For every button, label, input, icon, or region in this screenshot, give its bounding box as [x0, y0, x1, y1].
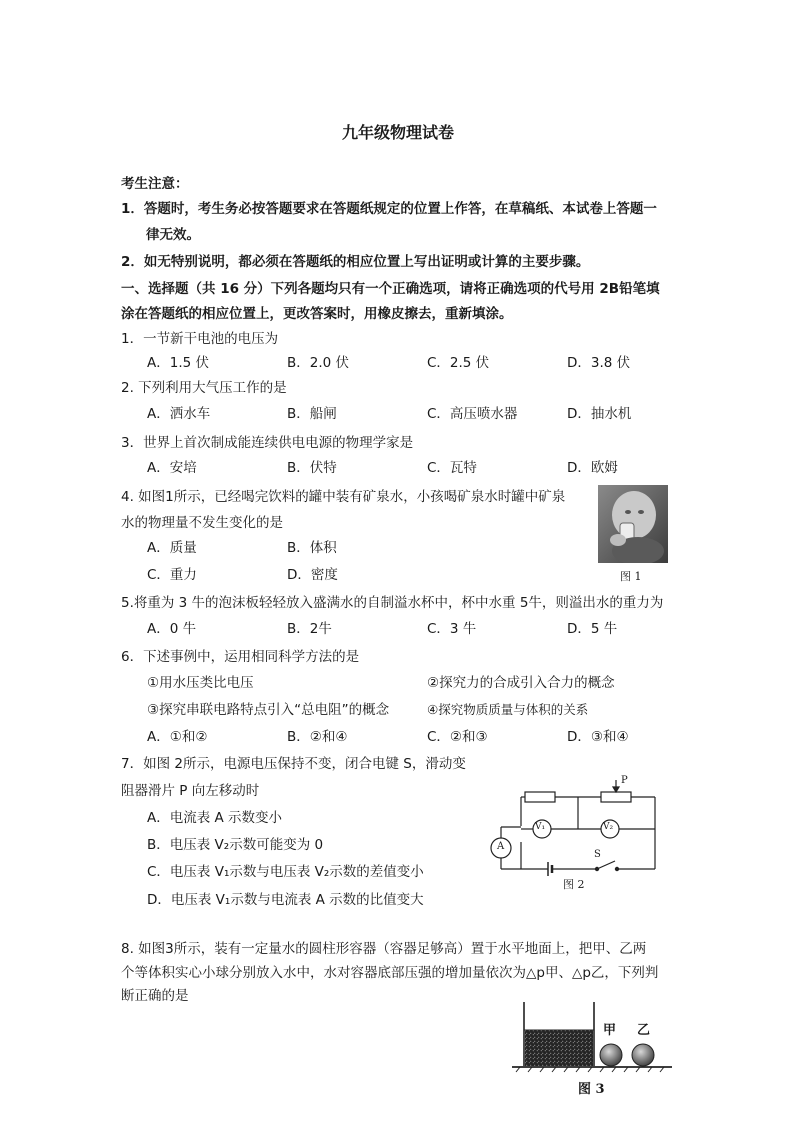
- figure-1-photo: [598, 485, 668, 563]
- figure-3-label-yi: 乙: [637, 1023, 651, 1038]
- question-2-stem: 2. 下列利用大气压工作的是: [121, 380, 287, 396]
- question-2-option-c: C．高压喷水器: [427, 406, 518, 422]
- question-3-stem: 3．世界上首次制成能连续供电电源的物理学家是: [121, 435, 414, 451]
- question-6-option-c: C．②和③: [427, 729, 488, 745]
- question-6-item-3: ③探究串联电路特点引入“总电阻”的概念: [147, 702, 390, 718]
- question-1-option-b: B．2.0 伏: [287, 355, 350, 371]
- figure-2-label-a: A: [497, 841, 505, 852]
- section-heading: 一、选择题（共 16 分）下列各题均只有一个正确选项，请将正确选项的代号用 2B铅笔填: [121, 281, 660, 297]
- figure-2-label-s: S: [594, 849, 601, 860]
- question-5-option-d: D．5 牛: [567, 621, 618, 637]
- figure-3-container: [512, 1000, 672, 1100]
- question-4-stem: 4. 如图1所示，已经喝完饮料的罐中装有矿泉水，小孩喝矿泉水时罐中矿泉: [121, 489, 566, 505]
- figure-2-label-p: P: [621, 775, 628, 786]
- question-5-option-c: C．3 牛: [427, 621, 477, 637]
- question-6-stem: 6．下述事例中，运用相同科学方法的是: [121, 649, 360, 665]
- figure-2-circuit: [485, 775, 665, 895]
- question-6-item-1: ①用水压类比电压: [147, 675, 254, 691]
- question-3-option-c: C．瓦特: [427, 460, 477, 476]
- figure-2-label-v1: V₁: [535, 822, 546, 832]
- question-6-item-4: ④探究物质质量与体积的关系: [427, 702, 589, 717]
- question-7-stem-cont: 阻器滑片 P 向左移动时: [121, 783, 260, 799]
- question-5-option-b: B．2牛: [287, 621, 332, 637]
- question-2-option-a: A．洒水车: [147, 406, 211, 422]
- question-3-option-b: B．伏特: [287, 460, 337, 476]
- section-heading-cont: 涂在答题纸的相应位置上，更改答案时，用橡皮擦去，重新填涂。: [121, 306, 513, 322]
- question-1-option-c: C．2.5 伏: [427, 355, 490, 371]
- question-3-option-a: A．安培: [147, 460, 197, 476]
- question-5-option-a: A．0 牛: [147, 621, 197, 637]
- question-6-option-d: D．③和④: [567, 729, 629, 745]
- question-8-stem: 8. 如图3所示，装有一定量水的圆柱形容器（容器足够高）置于水平地面上，把甲、乙两: [121, 941, 647, 957]
- question-4-option-a: A．质量: [147, 540, 197, 556]
- question-4-option-c: C．重力: [147, 567, 197, 583]
- page-title: 九年级物理试卷: [342, 123, 455, 142]
- question-6-option-a: A．①和②: [147, 729, 208, 745]
- question-3-option-d: D．欧姆: [567, 460, 618, 476]
- notice-item-1-cont: 律无效。: [146, 227, 200, 243]
- figure-1-caption: 图 1: [620, 570, 642, 583]
- question-8-stem-cont-2: 断正确的是: [121, 988, 189, 1004]
- question-4-option-b: B．体积: [287, 540, 337, 556]
- question-6-option-b: B．②和④: [287, 729, 348, 745]
- question-7-option-c: C．电压表 V₁示数与电压表 V₂示数的差值变小: [147, 864, 424, 880]
- notice-heading: 考生注意：: [121, 176, 189, 192]
- question-4-option-d: D．密度: [287, 567, 338, 583]
- question-8-stem-cont-1: 个等体积实心小球分别放入水中，水对容器底部压强的增加量依次为△p甲、△p乙，下列判: [121, 965, 659, 981]
- figure-2-caption: 图 2: [563, 878, 585, 891]
- question-7-stem: 7．如图 2所示，电源电压保持不变，闭合电键 S，滑动变: [121, 756, 466, 772]
- question-2-option-b: B．船闸: [287, 406, 337, 422]
- question-1-option-d: D．3.8 伏: [567, 355, 631, 371]
- question-5-stem: 5.将重为 3 牛的泡沫板轻轻放入盛满水的自制溢水杯中，杯中水重 5牛，则溢出水的重力为: [121, 595, 664, 611]
- notice-item-1: 1．答题时，考生务必按答题要求在答题纸规定的位置上作答，在草稿纸、本试卷上答题一: [121, 201, 657, 217]
- question-2-option-d: D．抽水机: [567, 406, 632, 422]
- question-4-stem-cont: 水的物理量不发生变化的是: [121, 515, 283, 531]
- question-7-option-a: A．电流表 A 示数变小: [147, 810, 283, 826]
- figure-3-caption: 图 3: [578, 1082, 605, 1097]
- figure-3-label-jia: 甲: [603, 1023, 617, 1038]
- notice-item-2: 2．如无特别说明，都必须在答题纸的相应位置上写出证明或计算的主要步骤。: [121, 254, 590, 270]
- question-1-stem: 1．一节新干电池的电压为: [121, 331, 279, 347]
- question-6-item-2: ②探究力的合成引入合力的概念: [427, 675, 615, 691]
- figure-2-label-v2: V₂: [603, 822, 614, 832]
- question-7-option-d: D．电压表 V₁示数与电流表 A 示数的比值变大: [147, 892, 424, 908]
- question-7-option-b: B．电压表 V₂示数可能变为 0: [147, 837, 324, 853]
- question-1-option-a: A．1.5 伏: [147, 355, 209, 371]
